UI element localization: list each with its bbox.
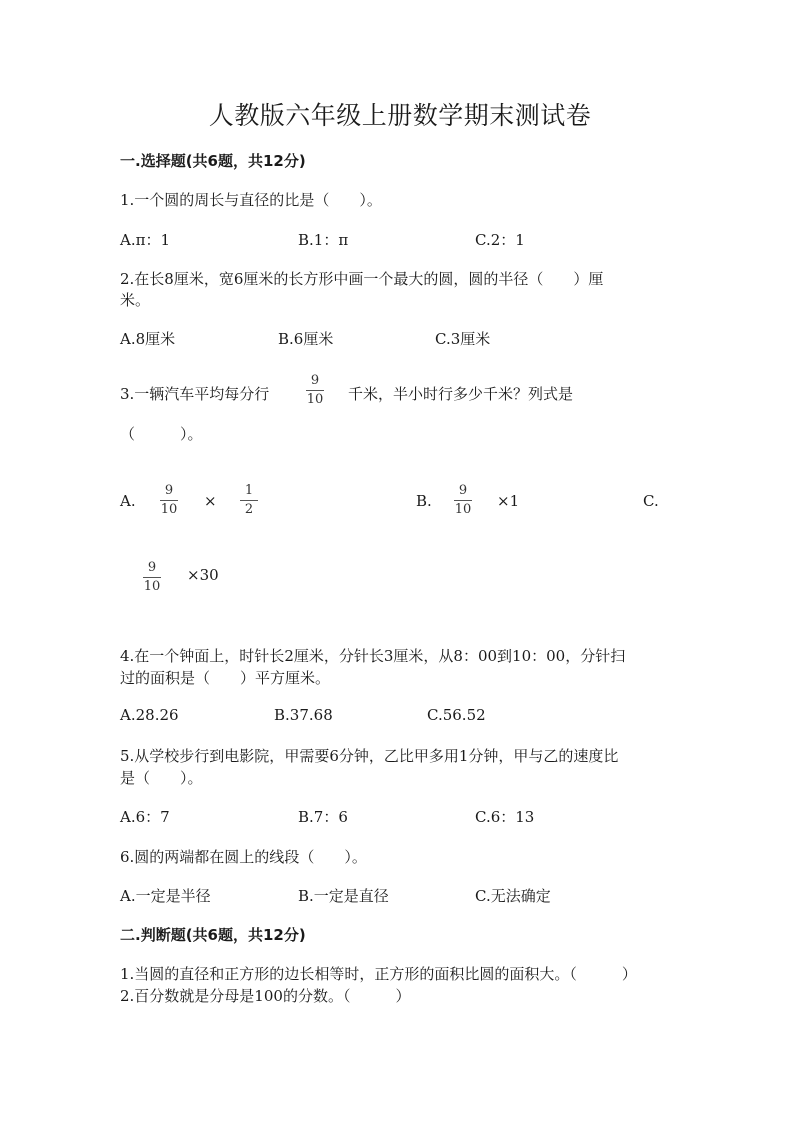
page-title: 人教版六年级上册数学期末测试卷 <box>208 101 592 130</box>
fraction-denominator: 10 <box>143 579 161 594</box>
fraction-denominator: 10 <box>160 502 178 517</box>
question-4-option-b[interactable]: B.37.68 <box>274 706 333 724</box>
question-5-line-2: 是（ ）。 <box>120 769 203 787</box>
fraction-bar <box>454 500 472 501</box>
question-3-option-a-label[interactable]: A. <box>120 492 136 510</box>
question-6-text: 6.圆的两端都在圆上的线段（ ）。 <box>120 848 367 866</box>
question-3-fraction <box>306 374 324 407</box>
fraction-numerator: 9 <box>310 373 320 388</box>
question-2-line-1: 2.在长8厘米，宽6厘米的长方形中画一个最大的圆，圆的半径（ ）厘 <box>120 270 604 288</box>
question-2-line-2: 米。 <box>120 291 151 309</box>
fraction-numerator: 9 <box>147 560 157 575</box>
fraction-bar <box>143 577 161 578</box>
question-6-option-c[interactable]: C.无法确定 <box>475 887 551 905</box>
section-heading-choice: 一.选择题(共6题，共12分) <box>120 152 306 170</box>
question-1-option-a[interactable]: A.π：1 <box>120 231 171 249</box>
fraction-bar <box>160 500 178 501</box>
question-3-option-a-fraction-2 <box>240 484 258 517</box>
fraction-denominator: 2 <box>244 502 254 517</box>
question-3-option-c-tail: ×30 <box>187 566 219 584</box>
question-3-option-b-fraction <box>454 484 472 517</box>
question-1-text: 1.一个圆的周长与直径的比是（ ）。 <box>120 191 382 209</box>
judgement-question-1: 1.当圆的直径和正方形的边长相等时，正方形的面积比圆的面积大。（ ） <box>120 965 637 983</box>
question-2-option-b[interactable]: B.6厘米 <box>278 330 334 348</box>
question-4-option-a[interactable]: A.28.26 <box>120 706 179 724</box>
question-5-option-b[interactable]: B.7：6 <box>298 808 348 826</box>
question-3-text-after: 千米，半小时行多少千米？列式是 <box>348 385 574 403</box>
fraction-numerator: 9 <box>164 483 174 498</box>
question-4-line-1: 4.在一个钟面上，时针长2厘米，分针长3厘米，从8：00到10：00，分针扫 <box>120 647 626 665</box>
question-3-option-a-fraction-1 <box>160 484 178 517</box>
question-3-text-before: 3.一辆汽车平均每分行 <box>120 385 270 403</box>
fraction-bar <box>306 390 324 391</box>
question-3-option-b-tail: ×1 <box>497 492 520 510</box>
fraction-bar <box>240 500 258 501</box>
question-3-option-c-label[interactable]: C. <box>643 492 659 510</box>
fraction-numerator: 1 <box>244 483 254 498</box>
question-4-option-c[interactable]: C.56.52 <box>427 706 486 724</box>
question-3-option-b-label[interactable]: B. <box>416 492 432 510</box>
question-6-option-a[interactable]: A.一定是半径 <box>120 887 211 905</box>
question-4-line-2: 过的面积是（ ）平方厘米。 <box>120 669 331 687</box>
fraction-denominator: 10 <box>306 392 324 407</box>
question-5-option-c[interactable]: C.6：13 <box>475 808 535 826</box>
question-5-line-1: 5.从学校步行到电影院，甲需要6分钟，乙比甲多用1分钟，甲与乙的速度比 <box>120 747 619 765</box>
question-3-option-a-times: × <box>204 492 217 510</box>
question-3-line-2: （ ）。 <box>120 425 203 443</box>
question-6-option-b[interactable]: B.一定是直径 <box>298 887 389 905</box>
judgement-question-2: 2.百分数就是分母是100的分数。（ ） <box>120 987 411 1005</box>
fraction-numerator: 9 <box>458 483 468 498</box>
question-2-option-c[interactable]: C.3厘米 <box>435 330 491 348</box>
fraction-denominator: 10 <box>454 502 472 517</box>
section-heading-judgement: 二.判断题(共6题，共12分) <box>120 926 306 944</box>
question-3-option-c-fraction <box>143 561 161 594</box>
question-1-option-b[interactable]: B.1：π <box>298 231 349 249</box>
question-1-option-c[interactable]: C.2：1 <box>475 231 525 249</box>
question-5-option-a[interactable]: A.6：7 <box>120 808 170 826</box>
question-2-option-a[interactable]: A.8厘米 <box>120 330 176 348</box>
